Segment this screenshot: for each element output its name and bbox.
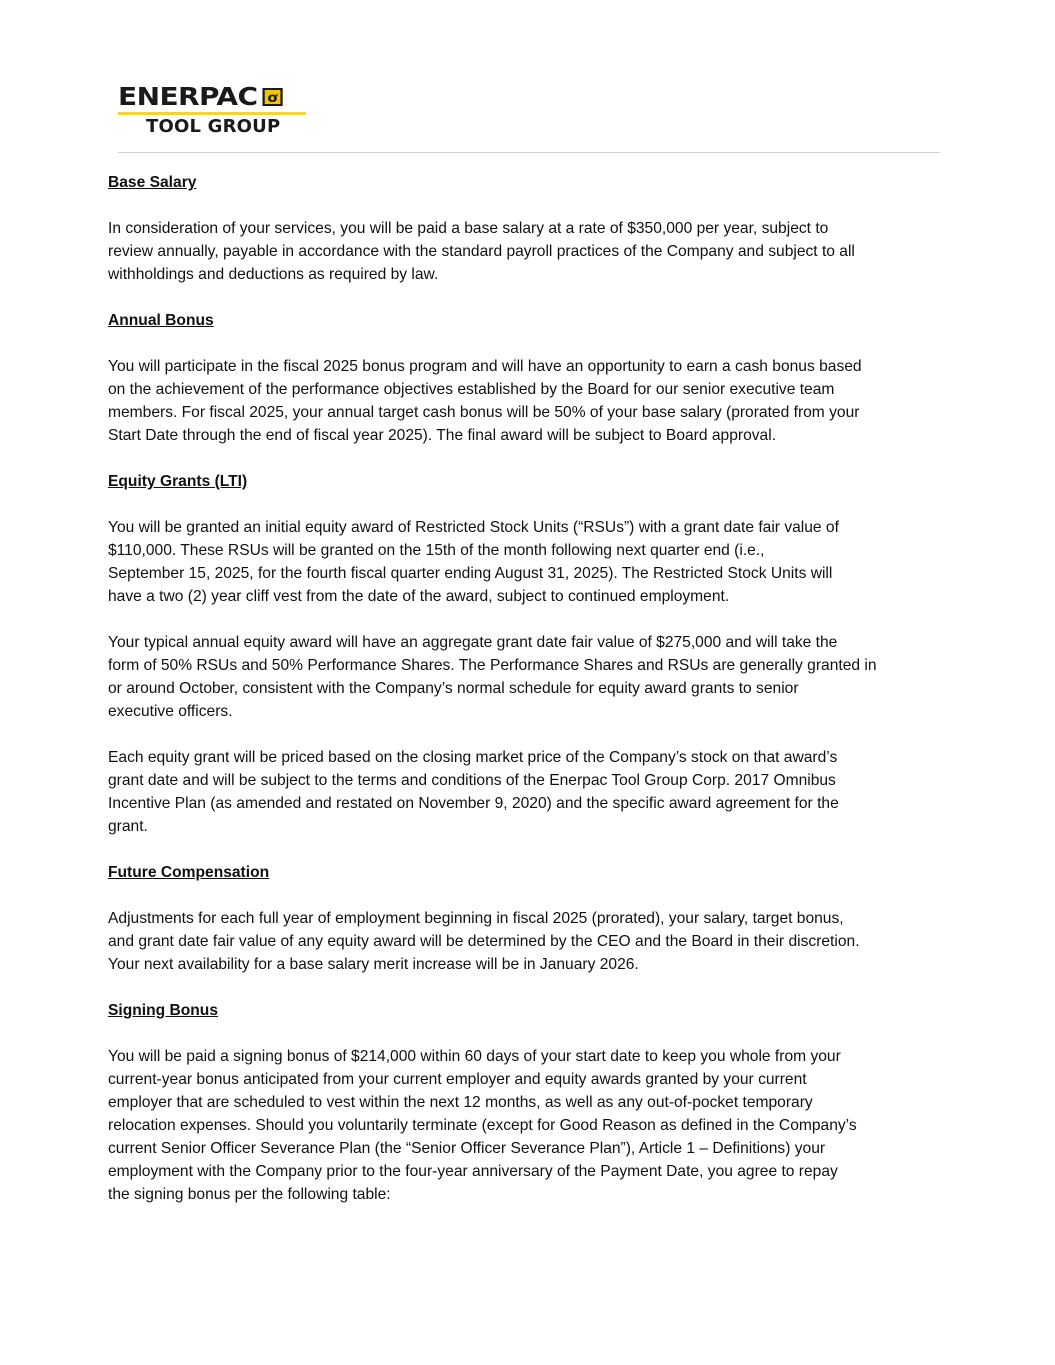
text-line: September 15, 2025, for the fourth fiscal quarter ending August 31, 2025). The Restricted Stock Units will xyxy=(108,565,833,582)
company-logo xyxy=(118,84,310,137)
text-line: withholdings and deductions as required by law. xyxy=(108,266,439,283)
text-line: Each equity grant will be priced based on the closing market price of the Company’s stock on that award’s xyxy=(108,749,838,766)
text-line: You will be granted an initial equity award of Restricted Stock Units (“RSUs”) with a grant date fair value of xyxy=(108,519,839,536)
paragraph xyxy=(108,355,978,447)
paragraph xyxy=(108,746,978,838)
text-line: Start Date through the end of fiscal year 2025). The final award will be subject to Board approval. xyxy=(108,427,777,444)
logo-wordmark: ENERPAC xyxy=(118,82,258,111)
logo-subtitle: TOOL GROUP xyxy=(146,116,281,137)
section-heading: Signing Bonus xyxy=(108,1002,219,1019)
text-line: Adjustments for each full year of employment beginning in fiscal 2025 (prorated), your salary, target bonus, xyxy=(108,910,844,927)
section-heading: Future Compensation xyxy=(108,864,270,881)
text-line: and grant date fair value of any equity award will be determined by the CEO and the Board in their discretion. xyxy=(108,933,860,950)
section-heading: Base Salary xyxy=(108,174,197,191)
letter-body xyxy=(108,171,978,1229)
paragraph xyxy=(108,217,978,286)
text-line: have a two (2) year cliff vest from the date of the award, subject to continued employment. xyxy=(108,588,730,605)
header-divider xyxy=(118,152,940,153)
paragraph xyxy=(108,907,978,976)
text-line: In consideration of your services, you will be paid a base salary at a rate of $350,000 per year, subject to xyxy=(108,220,829,237)
text-line: form of 50% RSUs and 50% Performance Shares. The Performance Shares and RSUs are generally granted in xyxy=(108,657,877,674)
text-line: $110,000. These RSUs will be granted on the 15th of the month following next quarter end (i.e., xyxy=(108,542,765,559)
text-line: You will be paid a signing bonus of $214,000 within 60 days of your start date to keep you whole from your xyxy=(108,1048,841,1065)
text-line: Your typical annual equity award will have an aggregate grant date fair value of $275,000 and will take the xyxy=(108,634,838,651)
logo-underline xyxy=(118,112,306,115)
text-line: executive officers. xyxy=(108,703,233,720)
text-line: on the achievement of the performance objectives established by the Board for our senior executive team xyxy=(108,381,835,398)
text-line: employer that are scheduled to vest within the next 12 months, as well as any out-of-pocket temporary xyxy=(108,1094,813,1111)
text-line: the signing bonus per the following table: xyxy=(108,1186,391,1203)
text-line: relocation expenses. Should you voluntarily terminate (except for Good Reason as defined in the Company’s xyxy=(108,1117,857,1134)
section-heading: Equity Grants (LTI) xyxy=(108,473,248,490)
text-line: grant. xyxy=(108,818,148,835)
text-line: members. For fiscal 2025, your annual target cash bonus will be 50% of your base salary (prorated from your xyxy=(108,404,860,421)
paragraph xyxy=(108,1045,978,1206)
text-line: or around October, consistent with the Company’s normal schedule for equity award grants to senior xyxy=(108,680,799,697)
paragraph xyxy=(108,516,978,608)
section-heading: Annual Bonus xyxy=(108,312,214,329)
text-line: review annually, payable in accordance with the standard payroll practices of the Company and subject to all xyxy=(108,243,855,260)
text-line: current Senior Officer Severance Plan (the “Senior Officer Severance Plan”), Article 1 – Definitions) your xyxy=(108,1140,826,1157)
text-line: current-year bonus anticipated from your current employer and equity awards granted by your current xyxy=(108,1071,807,1088)
text-line: grant date and will be subject to the terms and conditions of the Enerpac Tool Group Corp. 2017 Omnibus xyxy=(108,772,836,789)
text-line: Incentive Plan (as amended and restated on November 9, 2020) and the specific award agreement for the xyxy=(108,795,839,812)
paragraph xyxy=(108,631,978,723)
text-line: Your next availability for a base salary merit increase will be in January 2026. xyxy=(108,956,639,973)
logo-hook-icon: ơ xyxy=(262,88,282,106)
text-line: employment with the Company prior to the four-year anniversary of the Payment Date, you agree to repay xyxy=(108,1163,838,1180)
text-line: You will participate in the fiscal 2025 bonus program and will have an opportunity to earn a cash bonus based xyxy=(108,358,862,375)
